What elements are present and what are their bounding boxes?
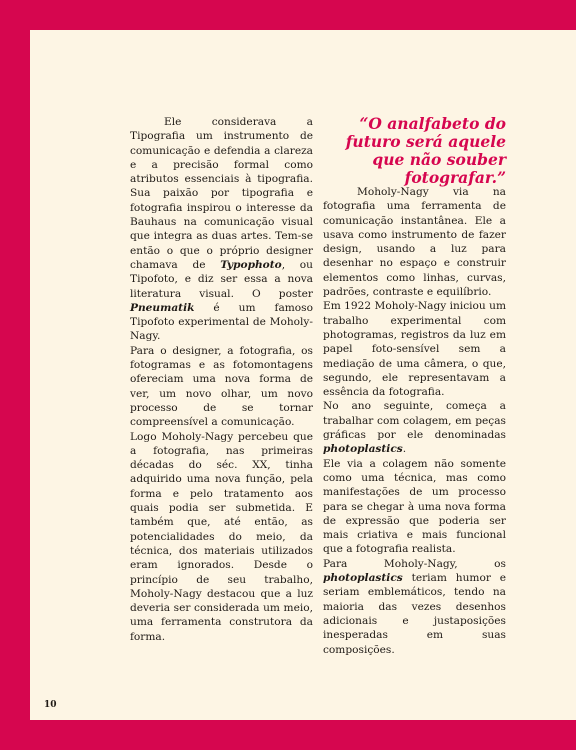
typophoto-term: Typophoto <box>220 258 282 271</box>
photoplastics-term-2: photoplastics <box>323 572 403 585</box>
right-p5-end: teriam humor e seriam emblemáticos, tendo na maioria das vezes desenhos adicionais e justaposições inesperadas em suas composições. <box>323 572 506 656</box>
right-p3-end: . <box>402 443 407 456</box>
right-paragraph-4: Ele via a colagem não somente como uma técnica, mas como manifestações de um processo para se chegar à uma nova forma de expressão que poderia ser mais criativa e mais funcional que a fotografia realista. <box>323 457 506 556</box>
left-paragraph-1 <box>130 115 313 344</box>
right-paragraph-5 <box>323 557 506 657</box>
left-p1-end: é um famoso Tipofoto experimental de Moholy-Nagy. <box>130 301 313 343</box>
right-column <box>323 185 506 657</box>
left-paragraph-3: Logo Moholy-Nagy percebeu que a fotografia, nas primeiras décadas do séc. XX, tinha adquirido uma nova função, pela forma e pelo tratamento aos quais podia ser submetida. E também que, até então, as potencialidades do meio, da técnica, dos materiais utilizados eram ignorados. Desde o princípio de seu trabalho, Moholy-Nagy destacou que a luz deveria ser considerada um meio, uma ferramenta construtora da forma. <box>130 430 313 643</box>
right-paragraph-1: Moholy-Nagy via na fotografia uma ferramenta de comunicação instantânea. Ele a usava como instrumento de fazer design, usando a luz para desenhar no espaço e construir elementos como linhas, curvas, padrões, contraste e equilíbrio. <box>323 186 506 299</box>
right-p3-text: No ano seguinte, começa a trabalhar com colagem, em peças gráficas por ele denominadas <box>323 400 506 442</box>
right-p5-text: Para Moholy-Nagy, os <box>323 557 506 570</box>
left-p1-mid: , ou Tipofoto, e diz ser essa a nova literatura visual. O poster <box>130 258 313 300</box>
left-paragraph-2: Para o designer, a fotografia, os fotogramas e as fotomontagens ofereciam uma nova forma de ver, um novo olhar, um novo processo de se tornar compreensível a comunicação. <box>130 344 313 429</box>
left-column <box>130 115 313 644</box>
right-paragraph-3 <box>323 399 506 456</box>
left-p1-text: Ele considerava a Tipografia um instrumento de comunicação e defendia a clareza e a precisão formal como atributos essenciais à tipografia. Sua paixão por tipografia e fotografia inspirou o interesse da Bauhaus na comunicação visual que integra as duas artes. Tem-se então o que o próprio designer chamava de <box>130 116 313 271</box>
right-paragraph-2: Em 1922 Moholy-Nagy iniciou um trabalho experimental com photogramas, registros da luz em papel foto-sensível sem a mediação de uma câmera, o que, segundo, ele representavam a essência da fotografia. <box>323 300 506 399</box>
pull-quote: “O analfabeto do futuro será aquele que não souber fotografar.” <box>345 114 506 187</box>
page <box>30 30 576 720</box>
photoplastics-term: photoplastics <box>323 443 403 456</box>
page-number: 10 <box>44 700 57 710</box>
pneumatik-term: Pneumatik <box>130 301 195 314</box>
